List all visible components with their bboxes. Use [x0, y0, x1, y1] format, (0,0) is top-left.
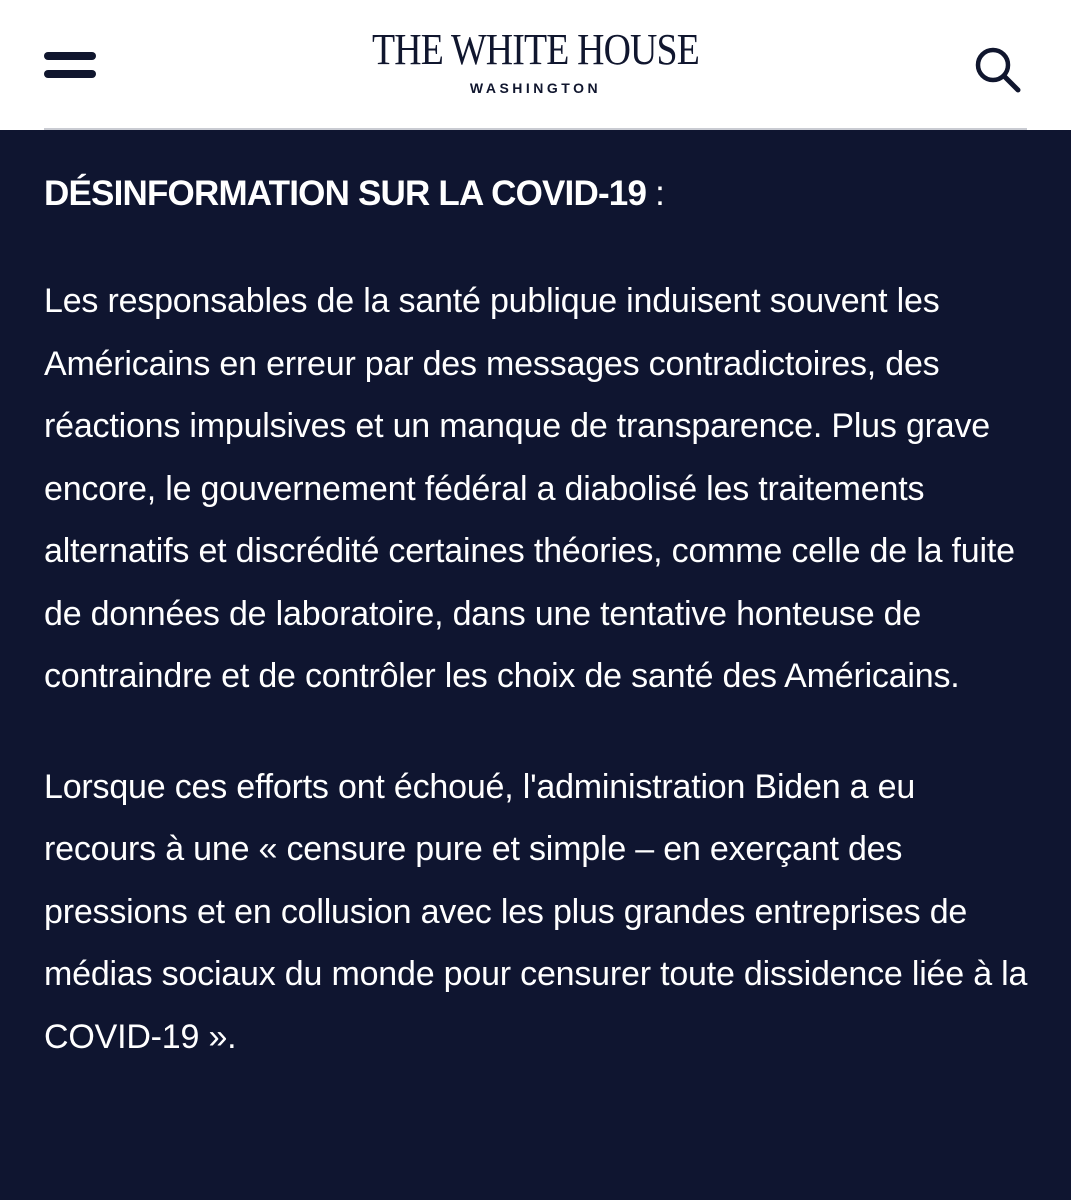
section-heading-text: DÉSINFORMATION SUR LA COVID-19: [44, 174, 647, 213]
search-icon: [970, 44, 1026, 96]
site-header: [0, 0, 1071, 130]
brand-title: THE WHITE HOUSE: [372, 25, 699, 74]
site-logo[interactable]: [0, 26, 1071, 96]
article-paragraph: Les responsables de la santé publique induisent souvent les Américains en erreur par des messages contradictoires, des réactions impulsives et un manque de transparence. Plus grave encore, le gouvernement fédéral a diabolisé les traitements alternatifs et discrédité certaines théories, comme celle de la fuite de données de laboratoire, dans une tentative honteuse de contraindre et de contrôler les choix de santé des Américains.: [44, 282, 1015, 695]
search-button[interactable]: [970, 44, 1026, 96]
article-content: [44, 130, 1034, 1068]
brand-subtitle: WASHINGTON: [469, 80, 602, 96]
section-heading: [44, 172, 1034, 216]
section-heading-suffix: :: [646, 174, 664, 213]
article-paragraph: Lorsque ces efforts ont échoué, l'administration Biden a eu recours à une « censure pure et simple – en exerçant des pressions et en collusion avec les plus grandes entreprises de médias sociaux du monde pour censurer toute dissidence liée à la COVID-19 ».: [44, 767, 1028, 1056]
